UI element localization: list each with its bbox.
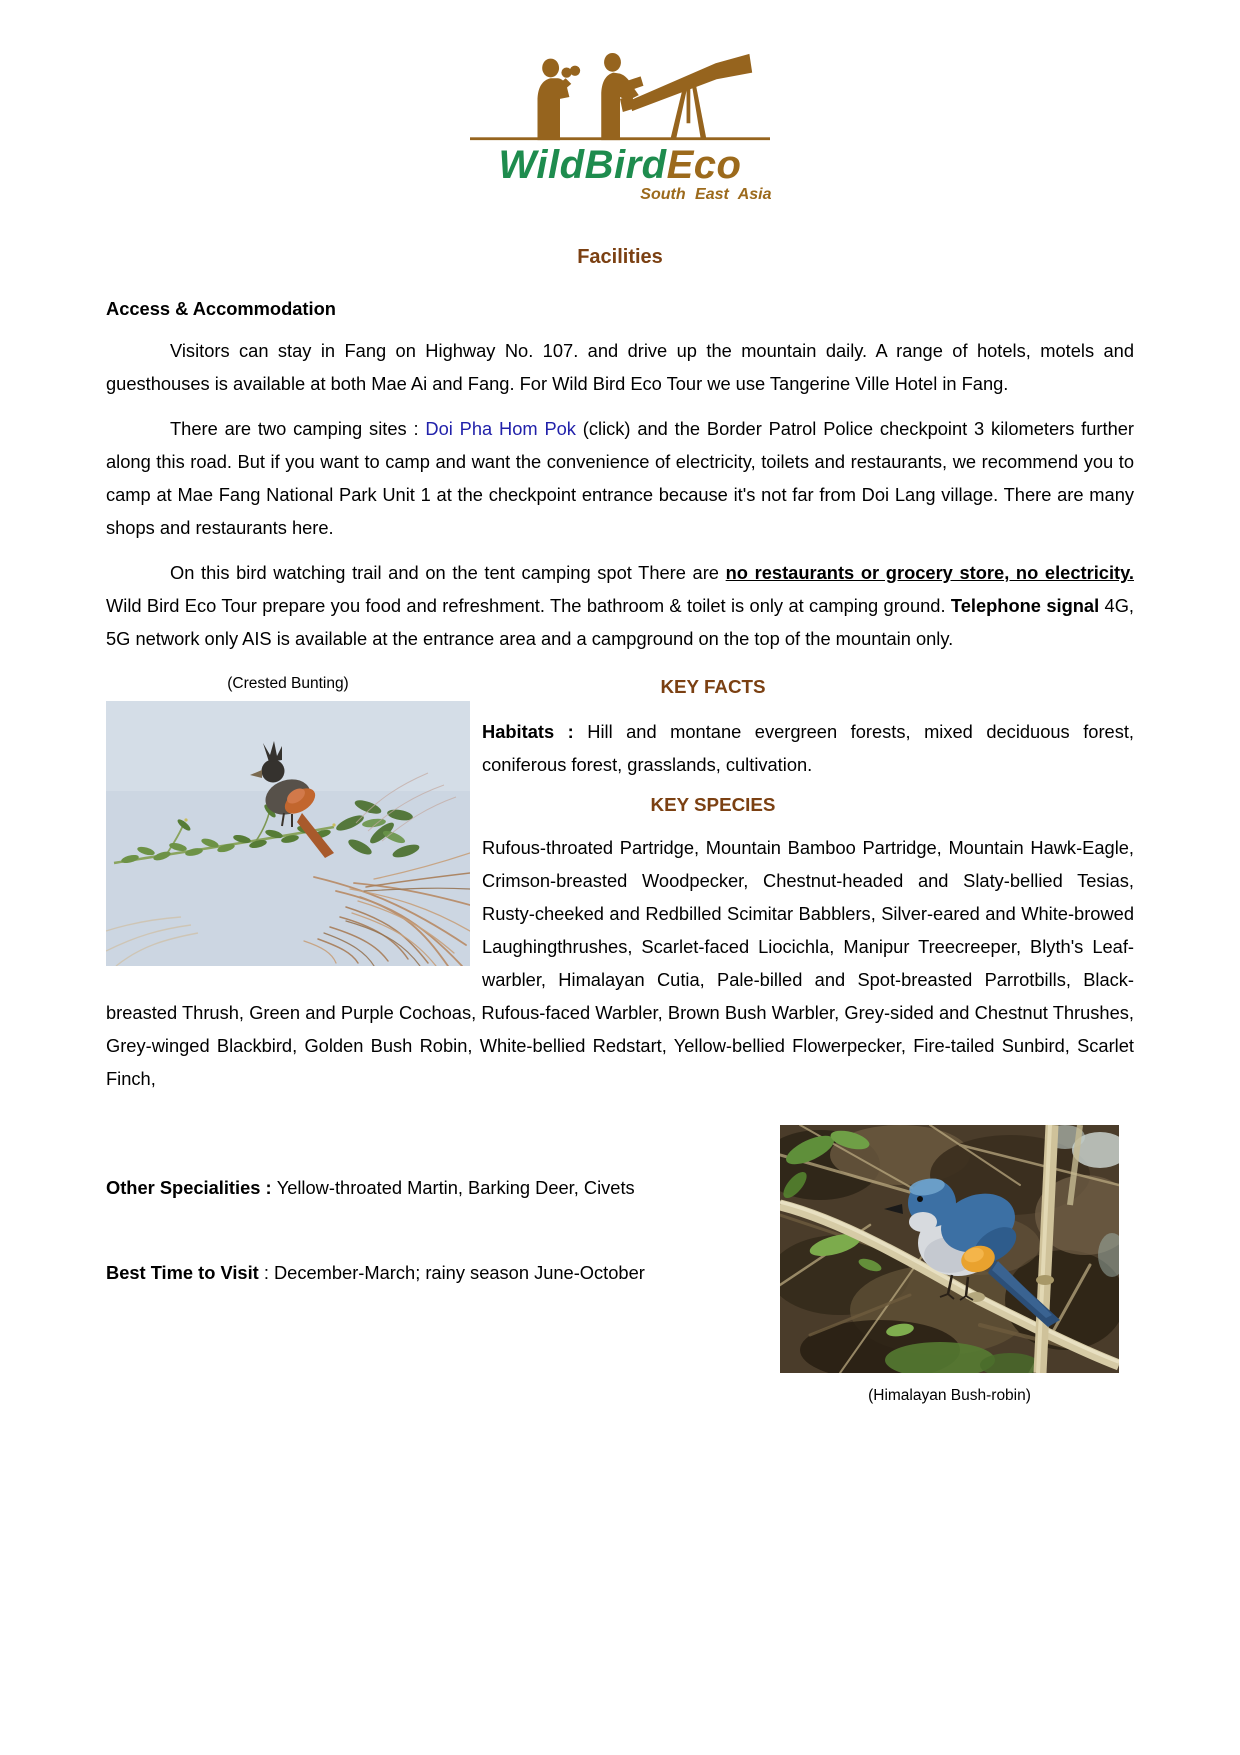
- other-specialities-line: [106, 1171, 780, 1204]
- best-time-line: [106, 1256, 780, 1289]
- no-restaurants-emphasis: no restaurants or grocery store, no electricity.: [725, 562, 1134, 583]
- crested-bunting-photo: [106, 701, 470, 966]
- crested-bunting-figure: [106, 673, 482, 966]
- crested-bunting-caption: (Crested Bunting): [227, 675, 349, 692]
- key-species-list: Rufous-throated Partridge, Mountain Bamboo Partridge, Mountain Hawk-Eagle, Crimson-breasted Woodpecker, Chestnut-headed and Slaty-bellied Tesias, Rusty-cheeked and Redbilled Scimitar Babblers, Silver-eared and White-browed Laughingthrushes, Scarlet-faced Liocichla, Manipur Treecreeper, Blyth's Leaf-warbler, Himalayan Cutia, Pale-billed and Spot-breasted Parrotbills, Black-breasted Thrush, Green and Purple Cochoas, Rufous-faced Warbler, Brown Bush Warbler, Grey-sided and Chestnut Thrushes, Grey-winged Blackbird, Golden Bush Robin, White-bellied Redstart, Yellow-bellied Flowerpecker, Fire-tailed Sunbird, Scarlet Finch,: [106, 837, 1134, 1089]
- page-title: Facilities: [577, 246, 663, 268]
- trail-text-run2: Wild Bird Eco Tour prepare you food and refreshment. The bathroom & toilet is only at camping ground.: [106, 595, 951, 616]
- habitats-label: Habitats: [482, 721, 555, 742]
- trail-text-run1: On this bird watching trail and on the tent camping spot There are: [170, 562, 726, 583]
- best-time-separator: :: [258, 1262, 274, 1283]
- bush-robin-caption: (Himalayan Bush-robin): [868, 1387, 1031, 1404]
- other-specialities-text: Yellow-throated Martin, Barking Deer, Civets: [276, 1177, 635, 1198]
- camping-text-run1: There are two camping sites :: [170, 418, 426, 439]
- best-time-text: December-March; rainy season June-October: [273, 1262, 645, 1283]
- brand-name: [463, 144, 778, 186]
- access-accommodation-heading: Access & Accommodation: [106, 298, 336, 319]
- key-facts-heading: KEY FACTS: [660, 676, 766, 697]
- other-specialities-label: Other Specialities: [106, 1177, 261, 1198]
- paragraph-trail-facilities: [106, 556, 1134, 655]
- paragraph-camping-sites: [106, 412, 1134, 544]
- paragraph-hotels: Visitors can stay in Fang on Highway No. 107. and drive up the mountain daily. A range of hotels, motels and guesthouses is available at both Mae Ai and Fang. For Wild Bird Eco Tour we use Tangerine Ville Hotel in Fang.: [106, 340, 1134, 394]
- other-specialities-separator: :: [260, 1177, 277, 1198]
- himalayan-bush-robin-photo: [780, 1125, 1119, 1373]
- habitats-text: Hill and montane evergreen forests, mixed deciduous forest, coniferous forest, grasslands, cultivation.: [482, 721, 1134, 775]
- specialities-section: [106, 1125, 1134, 1407]
- bush-robin-figure: [780, 1125, 1119, 1407]
- habitats-separator: :: [554, 721, 588, 742]
- key-facts-section: [106, 673, 1134, 1095]
- brand-name-brown: Eco: [666, 143, 742, 187]
- logo: [0, 50, 1240, 204]
- brand-tagline: South East Asia: [640, 186, 772, 203]
- doi-pha-hom-pok-link[interactable]: Doi Pha Hom Pok: [425, 418, 576, 439]
- key-species-heading: KEY SPECIES: [650, 794, 776, 815]
- telephone-signal-bold: Telephone signal: [950, 595, 1100, 616]
- birdwatchers-logo-icon: [470, 50, 770, 144]
- best-time-label: Best Time to Visit: [106, 1262, 259, 1283]
- brand-name-green: WildBird: [498, 143, 667, 187]
- camping-text-run2: (click) and the Border Patrol Police checkpoint 3 kilometers further along this road. But if you want to camp and want the convenience of electricity, toilets and restaurants, we recommend you to camp at Mae Fang National Park Unit 1 at the checkpoint entrance because it's not far from Doi Lang village. There are many shops and restaurants here.: [106, 418, 1135, 538]
- trail-text-run3: 4G, 5G network only AIS is available at the entrance area and a campground on the top of the mountain only.: [106, 595, 1135, 649]
